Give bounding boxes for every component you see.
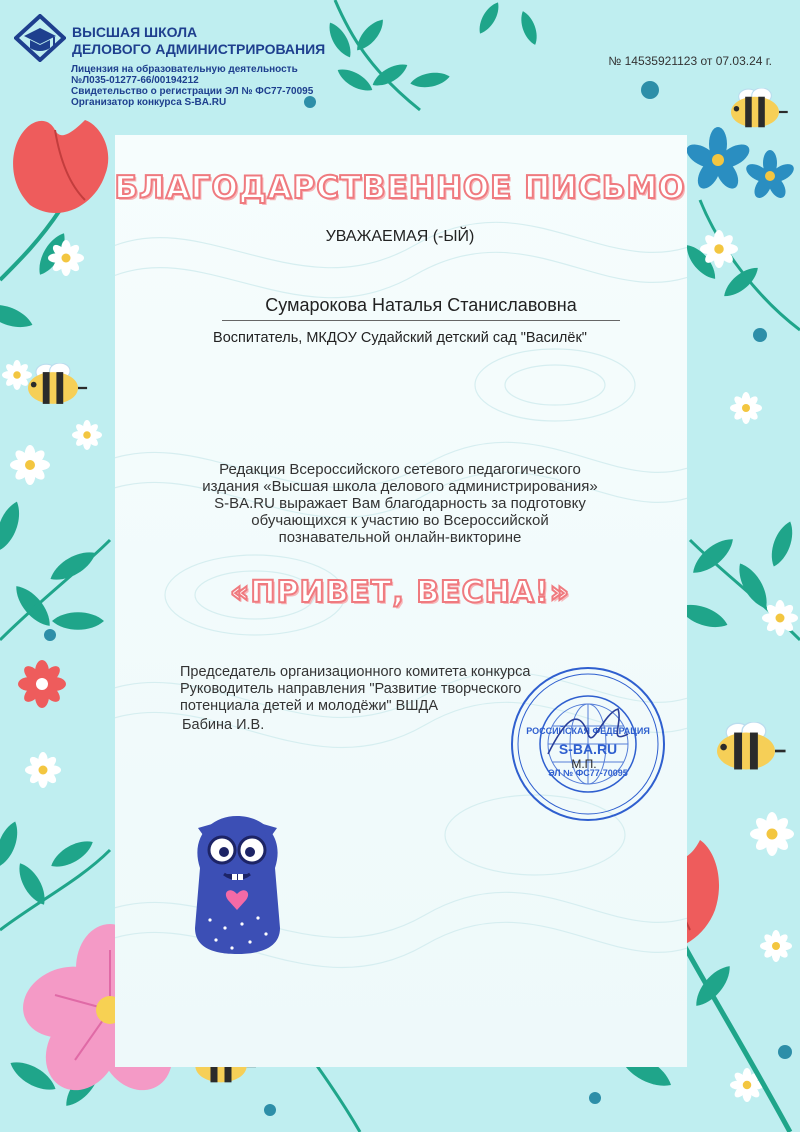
body-line: издания «Высшая школа делового администрирования» <box>202 478 598 495</box>
license-number: №Л035-01277-66/00194212 <box>71 75 199 86</box>
graduation-cap-icon <box>14 14 66 62</box>
license-text: Лицензия на образовательную деятельность <box>71 64 298 75</box>
body-line: обучающихся к участию во Всероссийской <box>251 512 549 529</box>
salutation: УВАЖАЕМАЯ (-ЫЙ) <box>325 228 475 245</box>
organization-logo <box>14 14 354 114</box>
logo-title-line2: ДЕЛОВОГО АДМИНИСТРИРОВАНИЯ <box>72 41 326 57</box>
stamp-region: РОССИЙСКАЯ ФЕДЕРАЦИЯ <box>526 726 650 736</box>
signatory-name: Бабина И.В. <box>182 717 265 733</box>
stamp-mp: М.П. <box>571 757 597 771</box>
recipient-position: Воспитатель, МКДОУ Судайский детский сад "Василёк" <box>213 330 587 346</box>
letter-title: БЛАГОДАРСТВЕННОЕ ПИСЬМО <box>114 170 686 206</box>
stamp-number: ЭЛ № ФС77-70095 <box>548 768 628 778</box>
mascot-illustration <box>180 808 295 958</box>
official-stamp <box>508 664 668 824</box>
document-number: № 14535921123 от 07.03.24 г. <box>608 54 772 68</box>
recipient-name: Сумарокова Наталья Станиславовна <box>222 295 620 321</box>
event-title: «ПРИВЕТ, ВЕСНА!» <box>229 575 570 610</box>
organizer-text: Организатор конкурса S-BA.RU <box>71 97 227 108</box>
body-line: познавательной онлайн-викторине <box>278 529 522 546</box>
signature-line: Руководитель направления "Развитие творческого <box>180 681 522 697</box>
signature-line: Председатель организационного комитета конкурса <box>180 664 531 680</box>
body-line: Редакция Всероссийского сетевого педагогического <box>219 461 581 478</box>
signature-line: потенциала детей и молодёжи" ВШДА <box>180 698 439 714</box>
logo-title-line1: ВЫСШАЯ ШКОЛА <box>72 24 198 40</box>
registration-text: Свидетельство о регистрации ЭЛ № ФС77-70095 <box>71 86 314 97</box>
letter-body <box>150 461 650 546</box>
body-line: S-BA.RU выражает Вам благодарность за подготовку <box>214 495 586 512</box>
stamp-center: S-BA.RU <box>558 741 618 757</box>
